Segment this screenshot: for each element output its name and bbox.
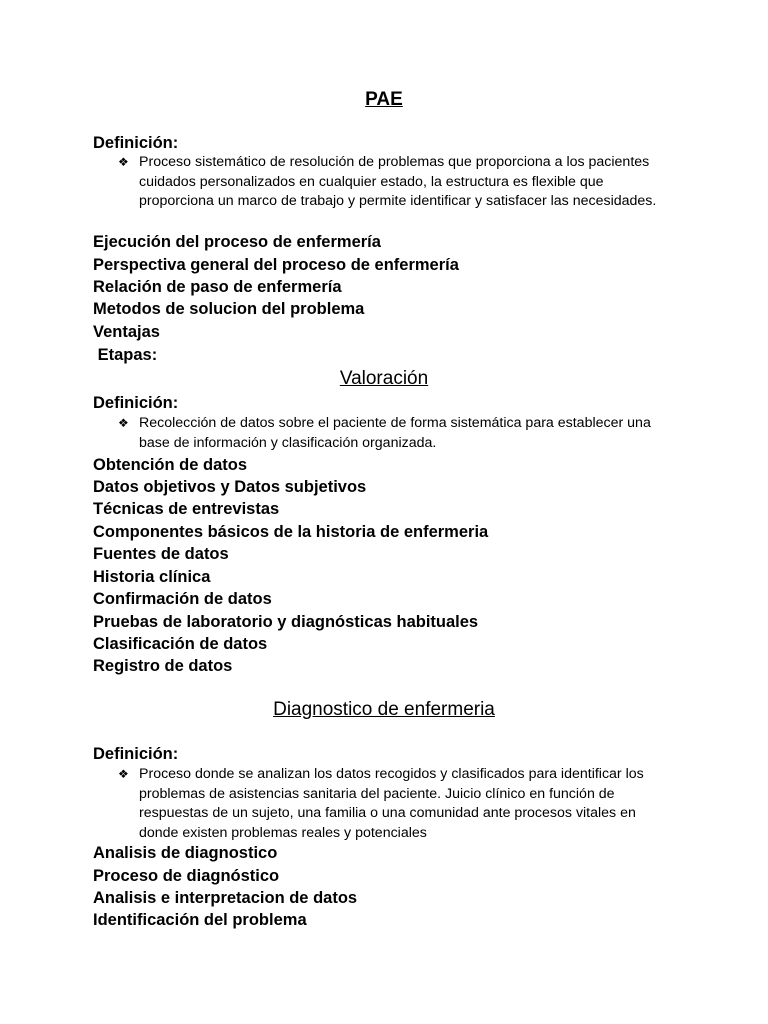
section-title-valoracion: Valoración [339, 368, 429, 389]
definition-label-diagnostico: Definición: [93, 745, 179, 763]
heading-historia: Historia clínica [93, 568, 211, 586]
heading-fuentes: Fuentes de datos [93, 545, 229, 563]
definition-text-pae: Proceso sistemático de resolución de problemas que proporciona a los pacientes cuidados personalizados en cualquier estado, la estructura es flexible que proporciona un marco de trabajo y permite identificar y satisfacer las necesidades. [139, 154, 657, 209]
definition-text-diagnostico: Proceso donde se analizan los datos recogidos y clasificados para identificar los problemas de asistencias sanitaria del paciente. Juicio clínico en función de respuestas de un sujeto, una familia o una comunidad ante procesos vitales en donde existen problemas reales y potenciales [139, 766, 644, 841]
definition-label-valoracion: Definición: [93, 394, 179, 412]
heading-metodos: Metodos de solucion del problema [93, 300, 365, 318]
heading-clasificacion: Clasificación de datos [93, 635, 268, 653]
definition-text-valoracion: Recolección de datos sobre el paciente de forma sistemática para establecer una base de información y clasificación organizada. [139, 415, 651, 451]
heading-ejecucion: Ejecución del proceso de enfermería [93, 233, 381, 251]
diamond-bullet-icon: ❖ [118, 155, 129, 169]
diamond-bullet-icon: ❖ [118, 416, 129, 430]
heading-registro: Registro de datos [93, 657, 233, 675]
heading-analisis-interpretacion: Analisis e interpretacion de datos [93, 889, 358, 907]
heading-confirmacion: Confirmación de datos [93, 590, 272, 608]
section-title-diagnostico: Diagnostico de enfermeria [273, 699, 495, 720]
heading-ventajas: Ventajas [93, 323, 160, 341]
heading-perspectiva: Perspectiva general del proceso de enfermería [93, 256, 459, 274]
page-title: PAE [365, 89, 403, 110]
heading-datos-objetivos: Datos objetivos y Datos subjetivos [93, 478, 367, 496]
heading-proceso-diagnostico: Proceso de diagnóstico [93, 867, 280, 885]
definition-bullet-valoracion [118, 414, 678, 453]
heading-etapas: Etapas: [93, 346, 158, 364]
diamond-bullet-icon: ❖ [118, 767, 129, 781]
heading-identificacion: Identificación del problema [93, 911, 307, 929]
heading-componentes: Componentes básicos de la historia de enfermeria [93, 523, 489, 541]
definition-bullet-diagnostico [118, 765, 678, 843]
heading-analisis-diagnostico: Analisis de diagnostico [93, 844, 278, 862]
heading-pruebas: Pruebas de laboratorio y diagnósticas habituales [93, 613, 479, 631]
heading-obtencion: Obtención de datos [93, 456, 248, 474]
definition-label-pae: Definición: [93, 134, 179, 152]
heading-relacion: Relación de paso de enfermería [93, 278, 342, 296]
definition-bullet-pae [118, 153, 678, 212]
heading-tecnicas: Técnicas de entrevistas [93, 500, 280, 518]
